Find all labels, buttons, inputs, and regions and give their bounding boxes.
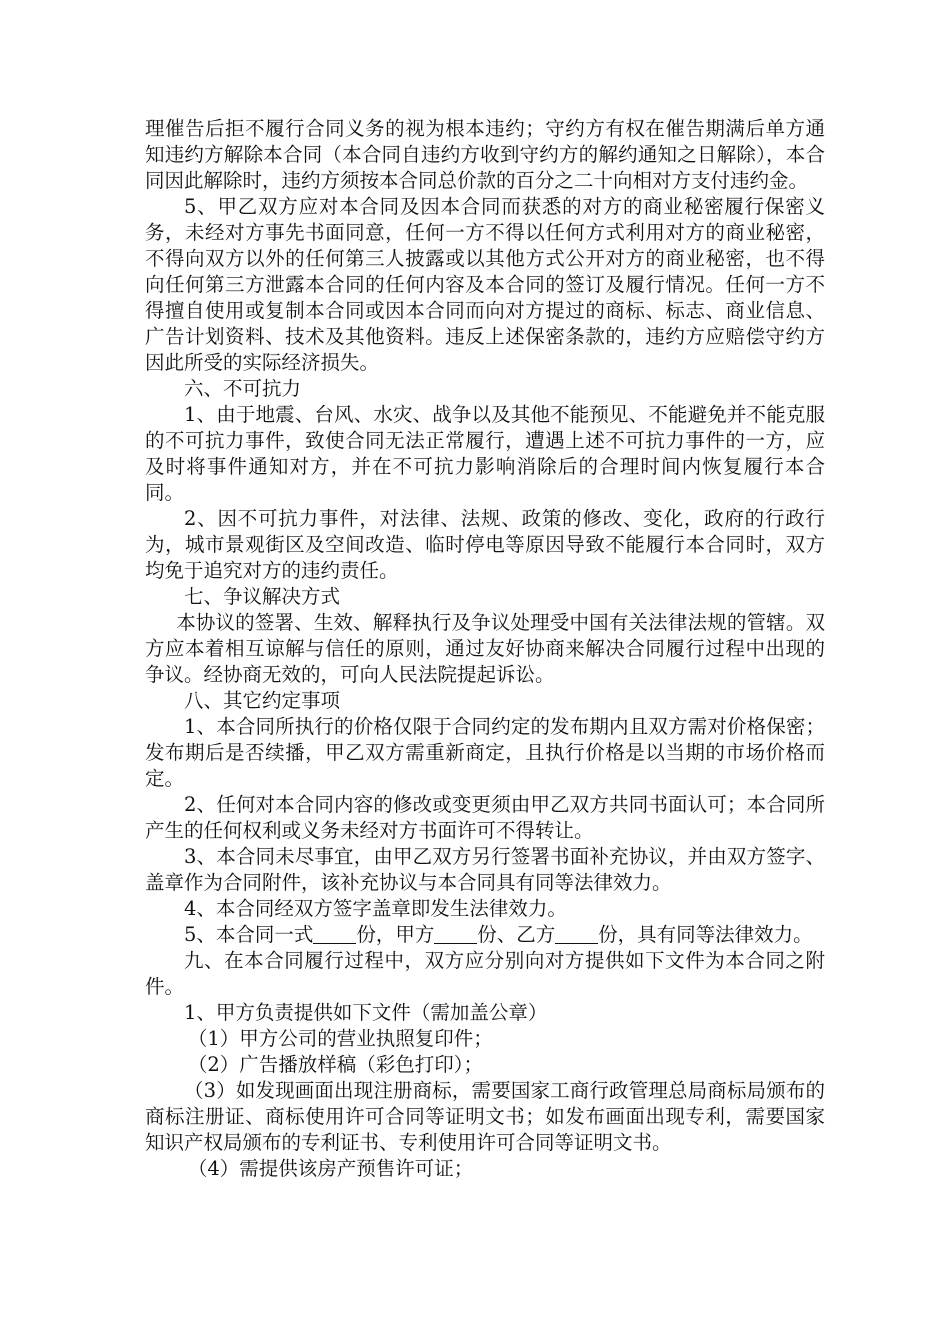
paragraph-other-2: 2、任何对本合同内容的修改或变更须由甲乙双方共同书面认可；本合同所产生的任何权利或义务未经对方书面许可不得转让。 bbox=[145, 793, 825, 842]
list-item-presale-permit: （4）需提供该房产预售许可证； bbox=[187, 1157, 474, 1180]
list-item-trademark-patent: （3）如发现画面出现注册商标，需要国家工商行政管理总局商标局颁布的商标注册证、商标使用许可合同等证明文书；如发布画面出现专利，需要国家知识产权局颁布的专利证书、专利使用许可合同等证明文书。 bbox=[145, 1079, 825, 1154]
copies-text-2: 份，甲方 bbox=[356, 923, 435, 946]
paragraph-breach-continued: 理催告后拒不履行合同义务的视为根本违约；守约方有权在催告期满后单方通知违约方解除本合同（本合同自违约方收到守约方的解约通知之日解除），本合同因此解除时，违约方须按本合同总价款的百分之二十向相对方支付违约金。 bbox=[145, 117, 825, 192]
paragraph-force-majeure-1: 1、由于地震、台风、水灾、战争以及其他不能预见、不能避免并不能克服的不可抗力事件，致使合同无法正常履行，遭遇上述不可抗力事件的一方，应及时将事件通知对方，并在不可抗力影响消除后的合理时间内恢复履行本合同。 bbox=[145, 403, 825, 504]
copies-text-3: 份、乙方 bbox=[477, 923, 556, 946]
paragraph-confidentiality: 5、甲乙双方应对本合同及因本合同而获悉的对方的商业秘密履行保密义务，未经对方事先书面同意，任何一方不得以任何方式利用对方的商业秘密，不得向双方以外的任何第三人披露或以其他方式公开对方的商业秘密，也不得向任何第三方泄露本合同的任何内容及本合同的签订及履行情况。任何一方不得擅自使用或复制本合同或因本合同而向对方提过的商标、标志、商业信息、广告计划资料、技术及其他资料。违反上述保密条款的，违约方应赔偿守约方因此所受的实际经济损失。 bbox=[145, 195, 825, 374]
paragraph-force-majeure-2: 2、因不可抗力事件，对法律、法规、政策的修改、变化，政府的行政行为，城市景观街区及空间改造、临时停电等原因导致不能履行本合同时，双方均免于追究对方的违约责任。 bbox=[145, 507, 825, 582]
section-heading-attachments: 九、在本合同履行过程中，双方应分别向对方提供如下文件为本合同之附件。 bbox=[145, 949, 825, 998]
copies-text-4: 份，具有同等法律效力。 bbox=[598, 923, 813, 946]
paragraph-copies bbox=[145, 922, 825, 948]
paragraph-other-4: 4、本合同经双方签字盖章即发生法律效力。 bbox=[184, 897, 567, 920]
list-item-ad-sample: （2）广告播放样稿（彩色打印）； bbox=[187, 1053, 484, 1076]
copies-party-a-blank bbox=[434, 924, 477, 945]
section-heading-force-majeure: 六、不可抗力 bbox=[184, 377, 302, 400]
paragraph-other-1: 1、本合同所执行的价格仅限于合同约定的发布期内且双方需对价格保密；发布期后是否续播，甲乙双方需重新商定，且执行价格是以当期的市场价格而定。 bbox=[145, 715, 825, 790]
paragraph-dispute: 本协议的签署、生效、解释执行及争议处理受中国有关法律法规的管辖。双方应本着相互谅解与信任的原则，通过友好协商来解决合同履行过程中出现的争议。经协商无效的，可向人民法院提起诉讼。 bbox=[145, 611, 825, 686]
copies-total-blank bbox=[313, 924, 356, 945]
paragraph-party-a-documents: 1、甲方负责提供如下文件（需加盖公章） bbox=[184, 1001, 548, 1024]
contract-page bbox=[145, 116, 825, 1182]
section-heading-other: 八、其它约定事项 bbox=[184, 689, 341, 712]
section-heading-dispute: 七、争议解决方式 bbox=[184, 585, 341, 608]
list-item-business-license: （1）甲方公司的营业执照复印件； bbox=[187, 1027, 493, 1050]
copies-text-1: 5、本合同一式 bbox=[184, 923, 314, 946]
copies-party-b-blank bbox=[555, 924, 598, 945]
paragraph-other-3: 3、本合同未尽事宜，由甲乙双方另行签署书面补充协议，并由双方签字、盖章作为合同附件，该补充协议与本合同具有同等法律效力。 bbox=[145, 845, 825, 894]
